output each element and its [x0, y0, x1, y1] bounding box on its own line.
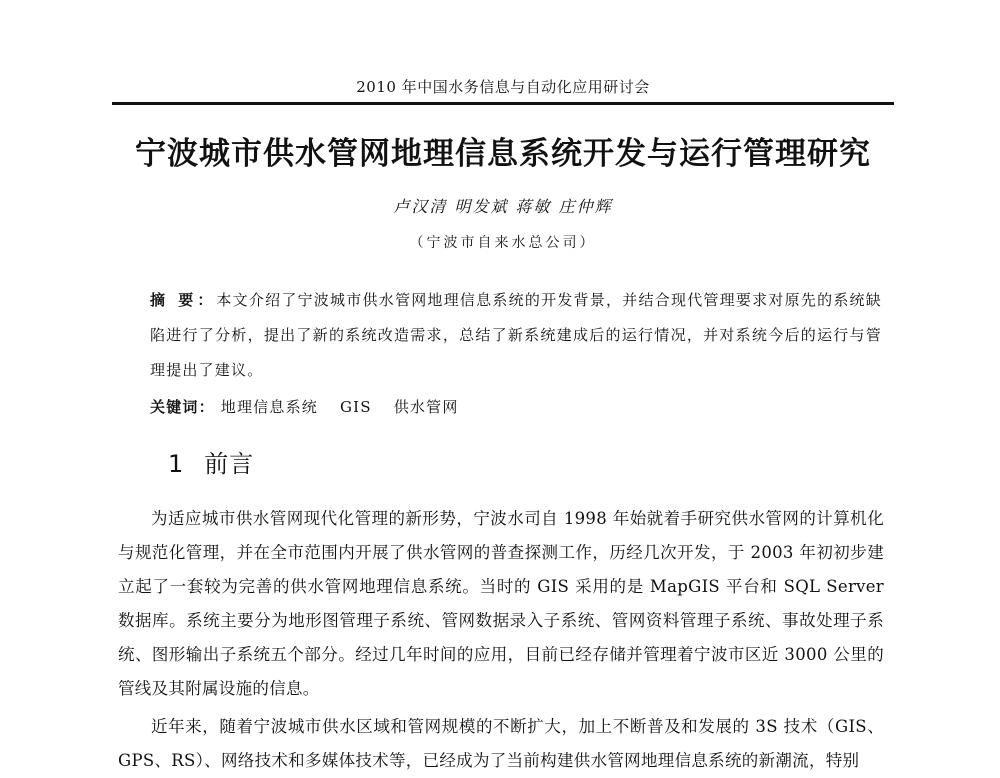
keywords-label: 关键词：	[150, 398, 215, 416]
keyword-item: 地理信息系统	[220, 398, 318, 416]
keyword-item: 供水管网	[393, 398, 459, 416]
affiliation: （宁波市自来水总公司）	[409, 235, 597, 251]
section-title: 前言	[204, 450, 255, 478]
paper-title: 宁波城市供水管网地理信息系统开发与运行管理研究	[135, 136, 871, 172]
section-number: 1	[168, 450, 185, 478]
abstract	[150, 283, 882, 388]
keywords	[150, 392, 882, 422]
author-list: 卢汉清 明发斌 蒋敏 庄仲辉	[393, 197, 613, 216]
body-paragraph: 近年来，随着宁波城市供水区域和管网规模的不断扩大，加上不断普及和发展的 3S 技术（GIS、GPS、RS）、网络技术和多媒体技术等，已经成为了当前构建供水管网地理信息系统的新潮流，特别	[118, 717, 884, 770]
keyword-item: GIS	[339, 398, 372, 416]
abstract-label: 摘 要：	[150, 291, 217, 309]
abstract-text: 本文介绍了宁波城市供水管网地理信息系统的开发背景，并结合现代管理要求对原先的系统缺陷进行了分析，提出了新的系统改造需求，总结了新系统建成后的运行情况，并对系统今后的运行与管理提出了建议。	[150, 291, 882, 379]
body-paragraph: 为适应城市供水管网现代化管理的新形势，宁波水司自 1998 年始就着手研究供水管网的计算机化与规范化管理，并在全市范围内开展了供水管网的普查探测工作，历经几次开发，于 2003 年初初步建立起了一套较为完善的供水管网地理信息系统。当时的 GIS 采用的是 MapGIS 平台和 SQL Server 数据库。系统主要分为地形图管理子系统、管网数据录入子系统、管网资料管理子系统、事故处理子系统、图形输出子系统五个部分。经过几年时间的应用，目前已经存储并管理着宁波市区近 3000 公里的管线及其附属设施的信息。	[118, 509, 884, 698]
running-header-title: 2010 年中国水务信息与自动化应用研讨会	[356, 78, 650, 96]
running-header	[112, 70, 894, 105]
section-heading	[168, 444, 254, 479]
